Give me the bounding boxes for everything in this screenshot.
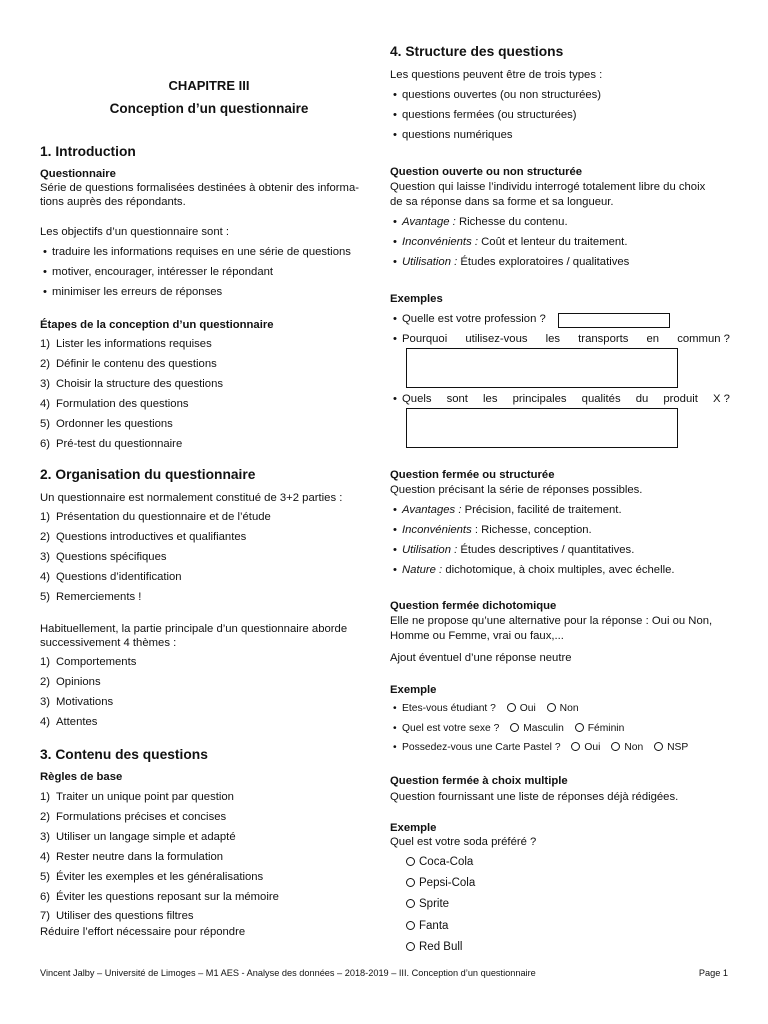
list-item: 5) Remerciements ! — [40, 590, 142, 603]
radio-option[interactable]: Masculin — [510, 722, 564, 736]
radio-option[interactable]: Coca-Cola — [390, 855, 730, 870]
profession-answer-box[interactable] — [558, 313, 670, 328]
closed-question-line1: Question précisant la série de réponses possibles. — [390, 484, 643, 496]
chapter-title: Conception d’un questionnaire — [109, 101, 309, 116]
list-item: • questions numériques — [390, 128, 730, 143]
list-item: • Inconvénients : Coût et lenteur du traitement. — [390, 235, 730, 250]
radio-circle-icon — [406, 921, 415, 930]
radio-circle-icon — [507, 703, 516, 712]
radio-circle-icon — [654, 742, 663, 751]
radio-circle-icon — [547, 703, 556, 712]
dichotomous-heading: Question fermée dichotomique — [390, 600, 557, 612]
list-item: • Quels sont les principales qualités du produit X ? — [390, 392, 730, 407]
section-introduction-title: 1. Introduction — [40, 144, 136, 159]
list-item: • motiver, encourager, intéresser le répondant — [40, 265, 378, 280]
page-footer — [40, 967, 728, 979]
list-item: 6) Pré-test du questionnaire — [40, 437, 183, 450]
multiple-choice-heading: Question fermée à choix multiple — [390, 775, 568, 787]
list-item: 4) Rester neutre dans la formulation — [40, 850, 224, 863]
radio-option[interactable]: Fanta — [390, 919, 730, 934]
list-item: • questions ouvertes (ou non structurées) — [390, 88, 730, 103]
steps-heading: Étapes de la conception d’un questionnaire — [40, 319, 274, 331]
neutral-answer-note: Ajout éventuel d’une réponse neutre — [390, 652, 572, 664]
list-item: 3) Utiliser un langage simple et adapté — [40, 830, 236, 843]
list-item: • Quelle est votre profession ? — [390, 312, 730, 327]
list-item: 7) Utiliser des questions filtres — [40, 910, 194, 923]
structure-intro: Les questions peuvent être de trois types : — [390, 69, 603, 81]
list-item: • Utilisation : Études descriptives / quantitatives. — [390, 543, 730, 558]
dichotomous-example-heading: Exemple — [390, 684, 437, 696]
rules-heading: Règles de base — [40, 771, 123, 783]
section-content-title: 3. Contenu des questions — [40, 747, 208, 762]
list-item: 1) Lister les informations requises — [40, 338, 212, 350]
radio-option[interactable]: Oui — [571, 741, 600, 755]
list-item: 6) Éviter les questions reposant sur la mémoire — [40, 890, 279, 903]
radio-option[interactable]: NSP — [654, 741, 688, 755]
radio-option[interactable]: Red Bull — [390, 940, 730, 955]
multiple-choice-line1: Question fournissant une liste de réponses déjà rédigées. — [390, 791, 679, 803]
dichotomous-line2: Homme ou Femme, vrai ou faux,... — [390, 630, 564, 642]
objectives-intro: Les objectifs d’un questionnaire sont : — [40, 226, 230, 238]
types-list — [390, 88, 730, 148]
radio-circle-icon — [575, 723, 584, 732]
list-item: • traduire les informations requises en une série de questions — [40, 245, 378, 260]
open-examples-heading: Exemples — [390, 293, 443, 305]
list-item: 3) Motivations — [40, 695, 114, 708]
dichotomous-line1: Elle ne propose qu’une alternative pour la réponse : Oui ou Non, — [390, 615, 713, 627]
section-structure-title: 4. Structure des questions — [390, 44, 564, 59]
list-item: 5) Éviter les exemples et les généralisations — [40, 870, 264, 883]
list-item: • Nature : dichotomique, à choix multiples, avec échelle. — [390, 563, 730, 578]
section-organisation-title: 2. Organisation du questionnaire — [40, 467, 256, 482]
radio-circle-icon — [406, 942, 415, 951]
list-item: • Avantage : Richesse du contenu. — [390, 215, 730, 230]
rules-list — [40, 790, 378, 929]
list-item: • Avantages : Précision, facilité de traitement. — [390, 503, 730, 518]
list-item: 3) Choisir la structure des questions — [40, 377, 224, 390]
open-question-line1: Question qui laisse l’individu interrogé totalement libre du choix — [390, 181, 706, 193]
parts-list — [40, 510, 378, 610]
chapter-label: CHAPITRE III — [168, 78, 250, 93]
transport-answer-box[interactable] — [406, 348, 678, 388]
radio-option[interactable]: Non — [547, 702, 579, 716]
list-item: 1) Traiter un unique point par question — [40, 791, 234, 803]
open-properties-list — [390, 215, 730, 275]
radio-option[interactable]: Féminin — [575, 722, 625, 736]
list-item: 2) Opinions — [40, 675, 101, 688]
steps-list — [40, 337, 378, 456]
radio-option[interactable]: Non — [611, 741, 643, 755]
closed-question-heading: Question fermée ou structurée — [390, 469, 555, 481]
list-item: 1) Présentation du questionnaire et de l’étude — [40, 511, 271, 523]
radio-option[interactable]: Pepsi-Cola — [390, 876, 730, 891]
list-item: • Utilisation : Études exploratoires / qualitatives — [390, 255, 730, 270]
qualities-answer-box[interactable] — [406, 408, 678, 448]
list-item: 2) Questions introductives et qualifiantes — [40, 530, 247, 543]
list-item: • Inconvénients : Richesse, conception. — [390, 523, 730, 538]
list-item: 1) Comportements — [40, 656, 137, 668]
multiple-choice-example-heading: Exemple — [390, 822, 437, 834]
list-item: • questions fermées (ou structurées) — [390, 108, 730, 123]
footer-text: Vincent Jalby – Université de Limoges – M1 AES - Analyse des données – 2018-2019 – III. Conception d’un questionnaire — [40, 968, 536, 978]
radio-circle-icon — [571, 742, 580, 751]
list-item: • Etes-vous étudiant ? Oui Non — [390, 702, 730, 716]
radio-circle-icon — [406, 857, 415, 866]
list-item: 4) Questions d’identification — [40, 570, 182, 583]
list-item: • Pourquoi utilisez-vous les transports en commun ? — [390, 332, 730, 347]
themes-intro-line2: successivement 4 thèmes : — [40, 637, 177, 649]
radio-circle-icon — [611, 742, 620, 751]
radio-circle-icon — [510, 723, 519, 732]
objectives-list — [40, 245, 378, 305]
themes-intro-line1: Habituellement, la partie principale d’un questionnaire aborde — [40, 623, 348, 635]
themes-list — [40, 655, 378, 735]
open-question-heading: Question ouverte ou non structurée — [390, 166, 583, 178]
questionnaire-definition-line2: tions auprès des répondants. — [40, 196, 186, 208]
rules-closing: Réduire l’effort nécessaire pour répondre — [40, 926, 246, 938]
list-item: 4) Attentes — [40, 715, 98, 728]
list-item: 3) Questions spécifiques — [40, 550, 167, 563]
list-item: 2) Définir le contenu des questions — [40, 357, 217, 370]
page-number: Page 1 — [698, 968, 728, 978]
radio-circle-icon — [406, 899, 415, 908]
open-question-line2: de sa réponse dans sa forme et sa longueur. — [390, 196, 614, 208]
list-item: 5) Ordonner les questions — [40, 417, 173, 430]
list-item: • Quel est votre sexe ? Masculin Féminin — [390, 722, 730, 736]
organisation-intro: Un questionnaire est normalement constitué de 3+2 parties : — [40, 492, 343, 504]
questionnaire-definition-line1: Série de questions formalisées destinées à obtenir des informa- — [40, 182, 359, 194]
questionnaire-heading: Questionnaire — [40, 168, 116, 180]
soda-question: Quel est votre soda préféré ? — [390, 836, 537, 848]
closed-properties-list — [390, 503, 730, 583]
list-item: • Possedez-vous une Carte Pastel ? Oui Non NSP — [390, 741, 730, 755]
dichotomous-examples-list — [390, 702, 730, 760]
list-item: 4) Formulation des questions — [40, 397, 189, 410]
list-item: 2) Formulations précises et concises — [40, 810, 227, 823]
radio-circle-icon — [406, 878, 415, 887]
soda-options-list — [390, 855, 730, 961]
radio-option[interactable]: Sprite — [390, 897, 730, 912]
radio-option[interactable]: Oui — [507, 702, 536, 716]
list-item: • minimiser les erreurs de réponses — [40, 285, 378, 300]
